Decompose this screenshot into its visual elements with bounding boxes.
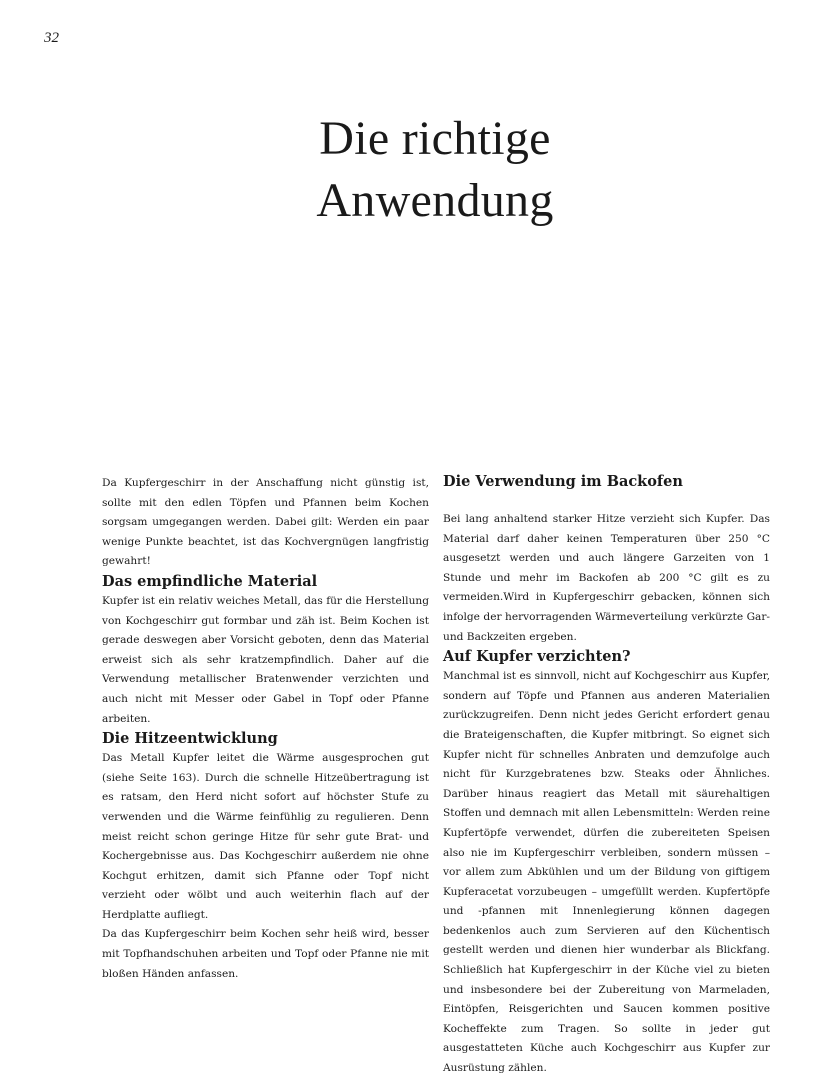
paragraph-material: Kupfer ist ein relativ weiches Metall, das für die Herstellung von Kochgeschirr gut formbar und zäh ist. Beim Kochen ist gerade deswegen aber Vorsicht geboten, denn das Material erweist sich als sehr kratzempfindlich. Daher auf die Verwendung metallischer Bratenwender verzichten und auch nicht mit Messer oder Gabel in Topf oder Pfanne arbeiten. (102, 594, 429, 725)
title-line-1: Die richtige (319, 112, 551, 165)
paragraph-oven: Bei lang anhaltend starker Hitze verzieht sich Kupfer. Das Material darf daher keinen Temperaturen über 250 °C ausgesetzt werden und auch längere Garzeiten von 1 Stunde und mehr im Backofen ab 200 °C gilt es zu vermeiden.Wird in Kupfergeschirr gebacken, können sich infolge der hervorragenden Wärmeverteilung verkürzte Gar- und Backzeiten ergeben. (443, 513, 770, 643)
page-number: 32 (44, 30, 59, 46)
heading-avoid-copper: Auf Kupfer verzichten? (443, 648, 631, 666)
left-column (102, 474, 429, 984)
heading-heat: Die Hitzeentwicklung (102, 730, 278, 748)
heading-material: Das empfindliche Material (102, 572, 318, 590)
page-title (0, 108, 820, 232)
title-line-2: Anwendung (316, 174, 554, 227)
intro-paragraph: Da Kupfergeschirr in der Anschaffung nicht günstig ist, sollte mit den edlen Töpfen und Pfannen beim Kochen sorgsam umgegangen werden. Dabei gilt: Werden ein paar wenige Punkte beachtet, ist das Kochvergnügen langfristig gewahrt! (102, 477, 429, 568)
heading-oven: Die Verwendung im Backofen (443, 473, 683, 490)
paragraph-heat-2: Da das Kupfergeschirr beim Kochen sehr heiß wird, besser mit Topfhandschuhen arbeiten und Topf oder Pfanne nie mit bloßen Händen anfassen. (102, 928, 429, 980)
paragraph-heat-1: Das Metall Kupfer leitet die Wärme ausgesprochen gut (siehe Seite 163). Durch die schnelle Hitzeübertragung ist es ratsam, den Herd nicht sofort auf höchster Stufe zu verwenden und die Wärme feinfühlig zu regulieren. Denn meist reicht schon geringe Hitze für sehr gute Brat- und Kochergebnisse aus. Das Kochgeschirr außerdem nie ohne Kochgut erhitzen, damit sich Pfanne oder Topf nicht verzieht oder wölbt und auch weiterhin flach auf der Herdplatte aufliegt. (102, 752, 429, 921)
paragraph-avoid-copper: Manchmal ist es sinnvoll, nicht auf Kochgeschirr aus Kupfer, sondern auf Töpfe und Pfannen aus anderen Materialien zurückzugreifen. Denn nicht jedes Gericht erfordert genau die Brateigenschaften, die Kupfer mitbringt. So eignet sich Kupfer nicht für schnelles Anbraten und demzufolge auch nicht für Kurzgebratenes bzw. Steaks oder Ähnliches. Darüber hinaus reagiert das Metall mit säurehaltigen Stoffen und demnach mit allen Lebensmitteln: Werden reine Kupfertöpfe verwendet, dürfen die zubereiteten Speisen also nie im Kupfergeschirr verbleiben, sondern müssen – vor allem zum Abkühlen und um der Bildung von giftigem Kupferacetat vorzubeugen – umgefüllt werden. Kupfertöpfe und -pfannen mit Innenlegierung können dagegen bedenkenlos auch zum Servieren auf den Küchentisch gestellt werden und dienen hier wunderbar als Blickfang. Schließlich hat Kupfergeschirr in der Küche viel zu bieten und insbesondere bei der Zubereitung von Marmeladen, Eintöpfen, Reisgerichten und Saucen kommen positive Kocheffekte zum Tragen. So sollte in jeder gut ausgestatteten Küche auch Kochgeschirr aus Kupfer zur Ausrüstung zählen. (443, 670, 770, 1075)
right-column (443, 510, 770, 1079)
